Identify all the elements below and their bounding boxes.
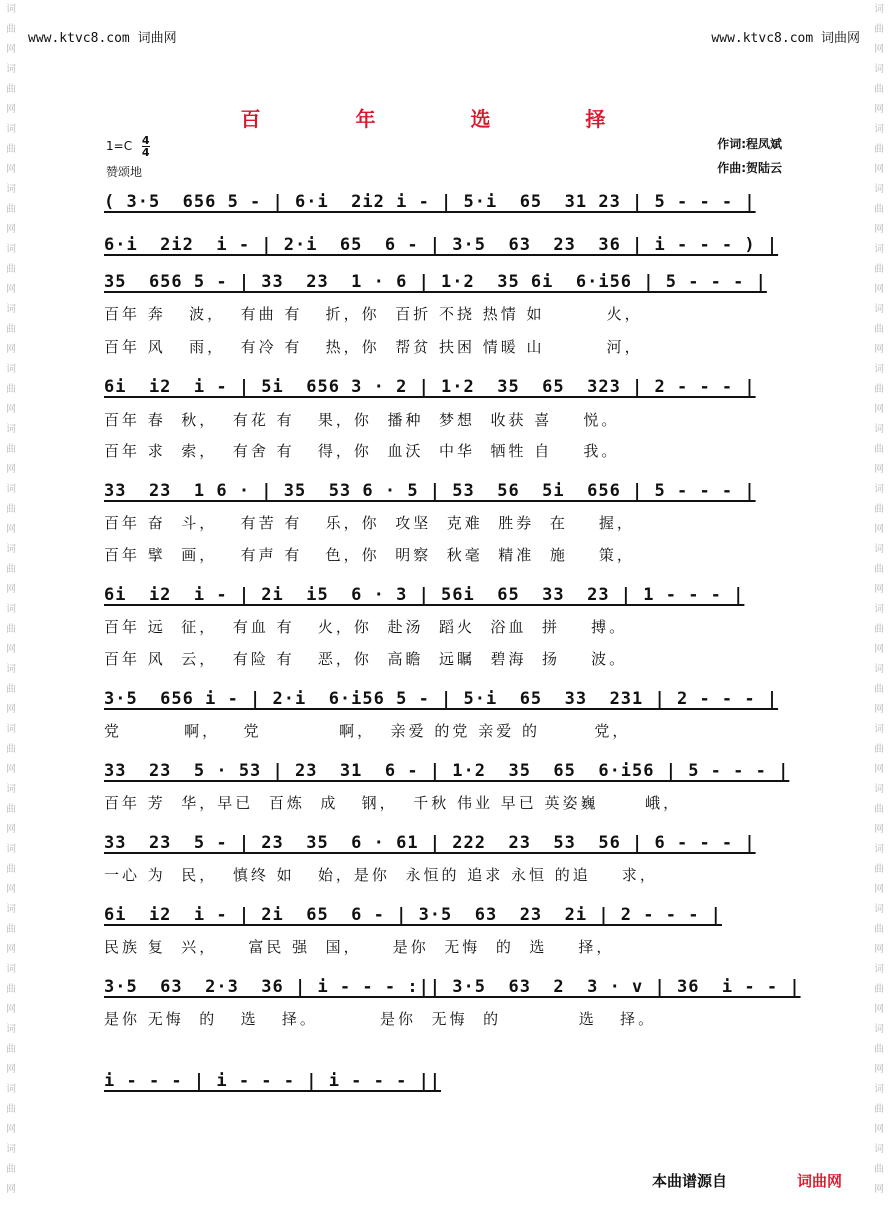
watermark-char: 词 — [874, 844, 884, 855]
lyric-line: 百年 奋 斗， 有苦 有 乐，你 攻坚 克难 胜券 在 握， — [104, 514, 635, 532]
lyric-line: 百年 远 征， 有血 有 火，你 赴汤 蹈火 浴血 拼 搏。 — [104, 618, 628, 636]
watermark-char: 曲 — [6, 924, 16, 935]
watermark-char: 网 — [6, 884, 16, 895]
watermark-char: 词 — [6, 784, 16, 795]
watermark-char: 网 — [874, 224, 884, 235]
watermark-char: 曲 — [874, 84, 884, 95]
watermark-char: 词 — [6, 124, 16, 135]
watermark-char: 词 — [6, 244, 16, 255]
time-signature — [142, 135, 150, 158]
watermark-char: 曲 — [874, 444, 884, 455]
watermark-char: 曲 — [874, 384, 884, 395]
lyric-line: 党 啊， 党 啊， 亲爱 的党 亲爱 的 党， — [104, 722, 631, 740]
watermark-char: 词 — [874, 424, 884, 435]
notation-line: 6·i 2i2 i - | 2·i 65 6 - | 3·5 63 23 36 | i - - - ) | — [104, 235, 779, 255]
notation-line: i - - - | i - - - | i - - - || — [104, 1071, 442, 1091]
watermark-char: 词 — [6, 4, 16, 15]
watermark-char: 网 — [874, 404, 884, 415]
composer-credit: 作曲:贺陆云 — [717, 161, 782, 175]
watermark-char: 网 — [6, 764, 16, 775]
watermark-char: 词 — [6, 1144, 16, 1155]
watermark-char: 曲 — [6, 1164, 16, 1175]
watermark-char: 词 — [874, 1024, 884, 1035]
watermark-char: 曲 — [6, 744, 16, 755]
watermark-char: 词 — [874, 364, 884, 375]
watermark-char: 网 — [6, 1184, 16, 1195]
watermark-char: 网 — [6, 164, 16, 175]
notation-line: 33 23 5 - | 23 35 6 · 61 | 222 23 53 56 | 6 - - - | — [104, 833, 756, 853]
lyric-line: 百年 求 索， 有舍 有 得，你 血沃 中华 牺牲 自 我。 — [104, 442, 620, 460]
notation-line: 6i i2 i - | 2i 65 6 - | 3·5 63 23 2i | 2 - - - | — [104, 905, 722, 925]
watermark-char: 网 — [6, 824, 16, 835]
watermark-char: 网 — [874, 1184, 884, 1195]
watermark-char: 曲 — [6, 624, 16, 635]
watermark-char: 词 — [6, 484, 16, 495]
watermark-char: 词 — [6, 64, 16, 75]
watermark-char: 词 — [6, 544, 16, 555]
notation-line: 3·5 63 2·3 36 | i - - - :|| 3·5 63 2 3 · v | 36 i - - | — [104, 977, 801, 997]
source-brand[interactable]: 词曲网 — [797, 1172, 843, 1190]
watermark-char: 词 — [6, 904, 16, 915]
watermark-char: 网 — [874, 944, 884, 955]
notation-line: 35 656 5 - | 33 23 1 · 6 | 1·2 35 6i 6·i56 | 5 - - - | — [104, 272, 767, 292]
expression-mark: 赞颂地 — [106, 165, 143, 179]
watermark-char: 词 — [6, 724, 16, 735]
watermark-char: 词 — [874, 124, 884, 135]
watermark-char: 网 — [6, 1064, 16, 1075]
watermark-char: 词 — [874, 964, 884, 975]
watermark-char: 曲 — [874, 804, 884, 815]
watermark-char: 词 — [874, 544, 884, 555]
watermark-char: 词 — [6, 424, 16, 435]
watermark-char: 词 — [6, 1024, 16, 1035]
watermark-char: 曲 — [874, 1044, 884, 1055]
watermark-char: 曲 — [6, 24, 16, 35]
watermark-char: 词 — [874, 784, 884, 795]
watermark-char: 词 — [874, 304, 884, 315]
watermark-char: 网 — [874, 164, 884, 175]
watermark-char: 词 — [874, 1144, 884, 1155]
time-denominator: 4 — [141, 146, 150, 159]
watermark-char: 网 — [6, 284, 16, 295]
watermark-char: 词 — [874, 664, 884, 675]
watermark-char: 词 — [6, 304, 16, 315]
lyric-line: 百年 风 云， 有险 有 恶，你 高瞻 远瞩 碧海 扬 波。 — [104, 650, 628, 668]
watermark-char: 词 — [874, 184, 884, 195]
watermark-char: 曲 — [874, 864, 884, 875]
watermark-char: 网 — [874, 1064, 884, 1075]
watermark-char: 词 — [6, 664, 16, 675]
watermark-char: 网 — [6, 644, 16, 655]
watermark-char: 词 — [6, 844, 16, 855]
lyric-line: 百年 奔 波， 有曲 有 折，你 百折 不挠 热情 如 火， — [104, 305, 643, 323]
watermark-char: 词 — [874, 724, 884, 735]
right-watermark-strip — [868, 0, 890, 1218]
watermark-char: 网 — [6, 524, 16, 535]
watermark-char: 曲 — [6, 384, 16, 395]
watermark-char: 网 — [874, 524, 884, 535]
notation-line: 33 23 5 · 53 | 23 31 6 - | 1·2 35 65 6·i56 | 5 - - - | — [104, 761, 790, 781]
watermark-char: 网 — [874, 584, 884, 595]
lyric-line: 民族 复 兴， 富民 强 国， 是你 无悔 的 选 择， — [104, 938, 615, 956]
watermark-char: 网 — [6, 1004, 16, 1015]
watermark-char: 网 — [874, 344, 884, 355]
watermark-char: 网 — [874, 1124, 884, 1135]
watermark-char: 网 — [874, 644, 884, 655]
watermark-char: 词 — [874, 4, 884, 15]
lyric-line: 是你 无悔 的 选 择。 是你 无悔 的 选 择。 — [104, 1010, 657, 1028]
lyric-line: 一心 为 民， 慎终 如 始，是你 永恒的 追求 永恒 的追 求， — [104, 866, 658, 884]
watermark-char: 曲 — [6, 324, 16, 335]
notation-line: ( 3·5 656 5 - | 6·i 2i2 i - | 5·i 65 31 23 | 5 - - - | — [104, 192, 756, 212]
watermark-char: 网 — [6, 584, 16, 595]
watermark-char: 曲 — [6, 204, 16, 215]
watermark-char: 曲 — [6, 684, 16, 695]
watermark-char: 曲 — [6, 804, 16, 815]
lyric-line: 百年 风 雨， 有冷 有 热，你 帮贫 扶困 情暖 山 河， — [104, 338, 643, 356]
watermark-char: 词 — [874, 604, 884, 615]
key-signature — [106, 135, 150, 158]
watermark-char: 曲 — [874, 624, 884, 635]
watermark-char: 网 — [6, 404, 16, 415]
watermark-char: 曲 — [874, 684, 884, 695]
watermark-char: 词 — [874, 244, 884, 255]
watermark-char: 词 — [874, 484, 884, 495]
lyric-line: 百年 擘 画， 有声 有 色，你 明察 秋毫 精准 施 策， — [104, 546, 635, 564]
watermark-char: 词 — [874, 64, 884, 75]
watermark-char: 曲 — [874, 984, 884, 995]
time-numerator: 4 — [141, 134, 150, 147]
watermark-char: 网 — [874, 764, 884, 775]
site-url-right[interactable]: www.ktvc8.com 词曲网 — [711, 31, 860, 46]
watermark-char: 曲 — [6, 1104, 16, 1115]
watermark-char: 词 — [874, 904, 884, 915]
watermark-char: 曲 — [6, 144, 16, 155]
lyric-line: 百年 芳 华，早已 百炼 成 钢， 千秋 伟业 早已 英姿巍 峨， — [104, 794, 682, 812]
watermark-char: 网 — [874, 884, 884, 895]
watermark-char: 网 — [6, 44, 16, 55]
watermark-char: 曲 — [874, 324, 884, 335]
watermark-char: 曲 — [6, 564, 16, 575]
watermark-char: 曲 — [6, 84, 16, 95]
watermark-char: 网 — [874, 704, 884, 715]
watermark-char: 曲 — [6, 984, 16, 995]
lyricist-credit: 作词:程凤斌 — [717, 137, 782, 151]
key-label: 1=C — [106, 139, 133, 153]
watermark-char: 曲 — [874, 1104, 884, 1115]
source-label: 本曲谱源自 — [652, 1172, 728, 1190]
notation-line: 3·5 656 i - | 2·i 6·i56 5 - | 5·i 65 33 231 | 2 - - - | — [104, 689, 779, 709]
watermark-char: 词 — [6, 964, 16, 975]
watermark-char: 曲 — [874, 264, 884, 275]
watermark-char: 曲 — [6, 444, 16, 455]
watermark-char: 网 — [6, 944, 16, 955]
watermark-char: 曲 — [874, 744, 884, 755]
watermark-char: 网 — [6, 344, 16, 355]
notation-line: 6i i2 i - | 2i i5 6 · 3 | 56i 65 33 23 | 1 - - - | — [104, 585, 745, 605]
watermark-char: 曲 — [6, 264, 16, 275]
watermark-char: 曲 — [874, 924, 884, 935]
watermark-char: 网 — [6, 1124, 16, 1135]
left-watermark-strip — [0, 0, 22, 1218]
watermark-char: 曲 — [874, 504, 884, 515]
watermark-char: 网 — [874, 1004, 884, 1015]
watermark-char: 词 — [6, 184, 16, 195]
watermark-char: 网 — [874, 104, 884, 115]
watermark-char: 网 — [874, 44, 884, 55]
song-title: 百 年 选 择 — [240, 107, 650, 131]
watermark-char: 网 — [874, 464, 884, 475]
watermark-char: 词 — [6, 364, 16, 375]
site-url-left[interactable]: www.ktvc8.com 词曲网 — [28, 31, 177, 46]
watermark-char: 词 — [6, 1084, 16, 1095]
watermark-char: 网 — [6, 704, 16, 715]
watermark-char: 网 — [6, 224, 16, 235]
watermark-char: 曲 — [6, 864, 16, 875]
watermark-char: 曲 — [874, 24, 884, 35]
watermark-char: 网 — [6, 464, 16, 475]
watermark-char: 曲 — [6, 504, 16, 515]
watermark-char: 曲 — [6, 1044, 16, 1055]
watermark-char: 网 — [6, 104, 16, 115]
watermark-char: 曲 — [874, 1164, 884, 1175]
notation-line: 33 23 1 6 · | 35 53 6 · 5 | 53 56 5i 656 | 5 - - - | — [104, 481, 756, 501]
watermark-char: 曲 — [874, 204, 884, 215]
lyric-line: 百年 春 秋， 有花 有 果，你 播种 梦想 收获 喜 悦。 — [104, 411, 620, 429]
watermark-char: 曲 — [874, 564, 884, 575]
watermark-char: 曲 — [874, 144, 884, 155]
watermark-char: 词 — [874, 1084, 884, 1095]
notation-line: 6i i2 i - | 5i 656 3 · 2 | 1·2 35 65 323 | 2 - - - | — [104, 377, 756, 397]
watermark-char: 网 — [874, 284, 884, 295]
watermark-char: 网 — [874, 824, 884, 835]
watermark-char: 词 — [6, 604, 16, 615]
